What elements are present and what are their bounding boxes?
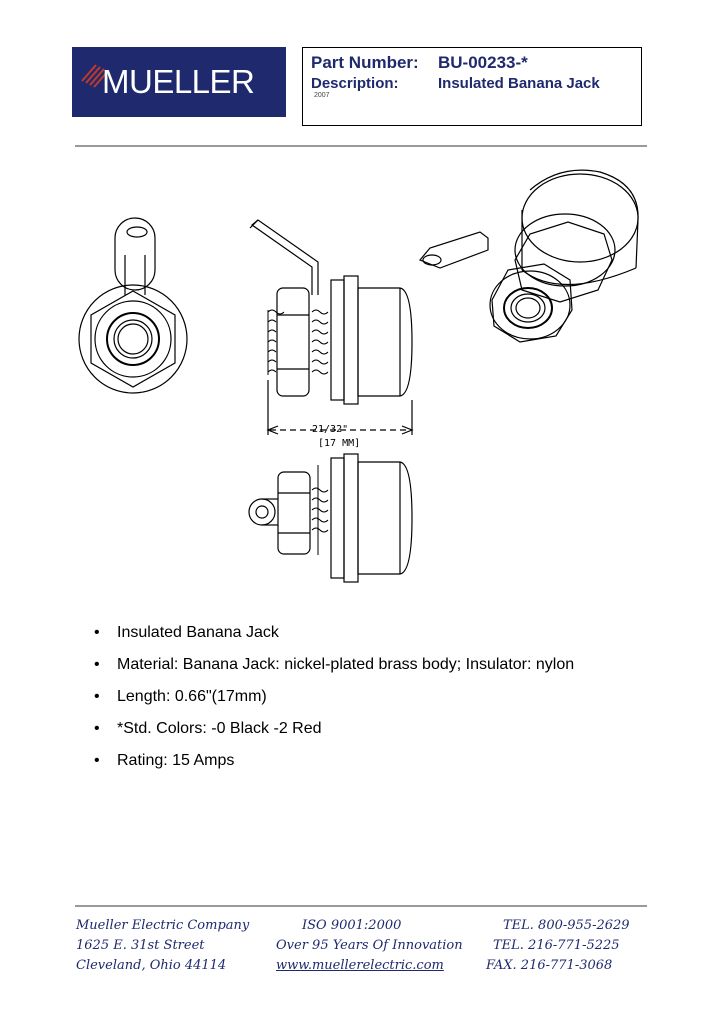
footer-rule bbox=[75, 905, 647, 907]
dimension-mm: [17 MM] bbox=[318, 438, 361, 449]
footer-tel2: TEL. 216-771-5225 bbox=[493, 938, 620, 953]
feature-item: • Material: Banana Jack: nickel-plated brass body; Insulator: nylon bbox=[94, 649, 574, 681]
feature-item: • *Std. Colors: -0 Black -2 Red bbox=[94, 713, 574, 745]
part-number-value: BU-00233-* bbox=[438, 53, 528, 72]
front-view bbox=[79, 218, 187, 393]
footer-company: Mueller Electric Company bbox=[76, 918, 250, 933]
part-number-label: Part Number: bbox=[311, 53, 419, 72]
dimension-inches: 21/32" bbox=[312, 424, 349, 435]
logo-text: MUELLER bbox=[102, 63, 255, 100]
description-label: Description: bbox=[311, 75, 399, 92]
header-rule bbox=[75, 145, 647, 147]
footer-tel: TEL. 800-955-2629 bbox=[503, 918, 630, 933]
feature-item: • Insulated Banana Jack bbox=[94, 617, 574, 649]
footer-fax: FAX. 216-771-3068 bbox=[486, 958, 613, 973]
mueller-logo bbox=[72, 47, 286, 117]
feature-item: • Rating: 15 Amps bbox=[94, 745, 574, 777]
footer-address1: 1625 E. 31st Street bbox=[76, 938, 205, 953]
footer-iso: ISO 9001:2000 bbox=[302, 918, 402, 933]
footer-tagline: Over 95 Years Of Innovation bbox=[276, 938, 463, 953]
footer-address2: Cleveland, Ohio 44114 bbox=[76, 958, 227, 973]
feature-item: • Length: 0.66"(17mm) bbox=[94, 681, 574, 713]
document-code: 2007 bbox=[314, 92, 330, 99]
footer-website-link[interactable]: www.muellerelectric.com bbox=[276, 958, 444, 973]
part-info-box bbox=[302, 47, 642, 126]
isometric-view bbox=[420, 170, 638, 342]
feature-list bbox=[94, 617, 574, 777]
banana-jack-drawing bbox=[0, 150, 720, 590]
side-view bbox=[250, 220, 412, 435]
bottom-view bbox=[249, 454, 412, 582]
description-value: Insulated Banana Jack bbox=[438, 75, 600, 92]
